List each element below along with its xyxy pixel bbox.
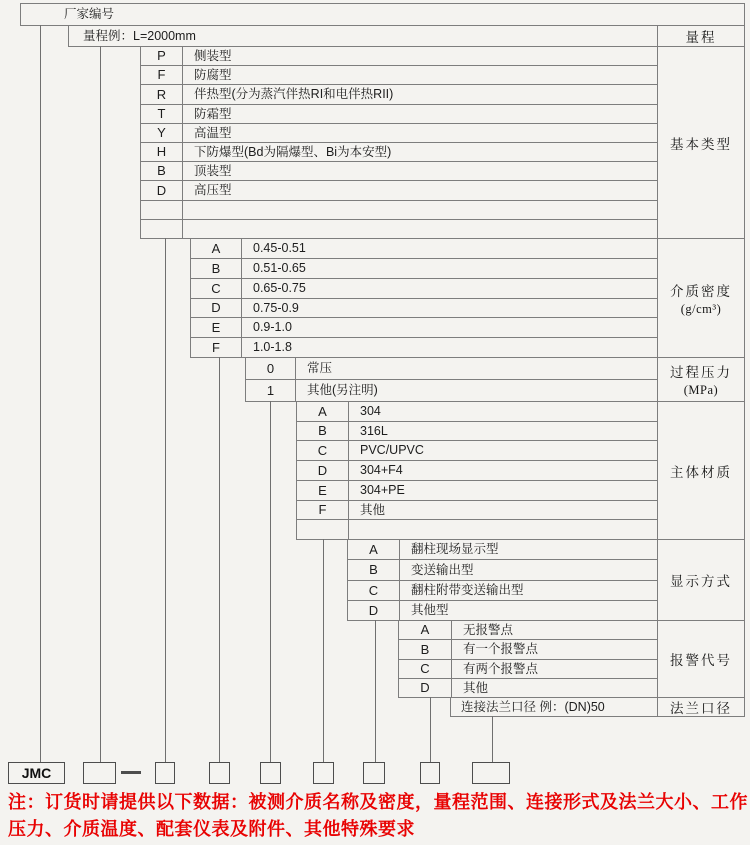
option-row (296, 500, 658, 520)
option-desc-cell: 顶装型 (194, 164, 232, 178)
option-desc-cell: 高压型 (194, 183, 232, 197)
category-label-line: (g/cm³) (680, 301, 722, 316)
option-code-cell: D (420, 680, 430, 695)
option-desc-cell: 高温型 (194, 126, 232, 140)
option-row (296, 440, 658, 461)
category-label-line: 介质密度 (670, 283, 732, 299)
option-row (140, 161, 658, 181)
category-label-display (657, 539, 745, 621)
option-row (140, 104, 658, 124)
option-code-cell: B (318, 423, 327, 438)
option-code-cell: F (212, 340, 220, 355)
code-divider (241, 259, 242, 278)
option-code-cell: A (369, 542, 378, 557)
code-divider (348, 520, 349, 539)
code-divider (348, 441, 349, 460)
option-desc-cell: 防霜型 (194, 107, 232, 121)
option-desc-cell: 防腐型 (194, 68, 232, 82)
option-code-cell: A (318, 404, 327, 419)
option-code-cell: F (157, 67, 166, 82)
option-code-cell: 1 (266, 383, 275, 398)
option-code-cell: 0 (266, 361, 275, 376)
connector-line (492, 716, 493, 763)
code-divider (182, 201, 183, 219)
option-code-cell (141, 201, 182, 219)
option-desc-cell: 无报警点 (463, 623, 514, 637)
code-divider (348, 461, 349, 480)
category-label-line: 量程 (685, 30, 717, 45)
code-divider (182, 181, 183, 200)
code-divider (399, 540, 400, 559)
option-row (296, 480, 658, 501)
code-divider (182, 47, 183, 65)
category-label-range (657, 25, 745, 47)
connector-line (323, 539, 324, 763)
option-code-cell: C (317, 443, 328, 458)
code-divider (451, 640, 452, 659)
option-desc-cell: 下防爆型(Bd为隔爆型、Bi为本安型) (194, 145, 392, 159)
option-code-cell: R (156, 87, 167, 102)
code-divider (241, 299, 242, 317)
model-prefix-box: JMC (8, 762, 65, 784)
connector-line (430, 697, 431, 763)
option-code-cell: F (318, 502, 327, 517)
code-divider (399, 581, 400, 600)
option-desc-cell: 翻柱附带变送输出型 (411, 583, 524, 597)
connector-line (270, 401, 271, 763)
option-code-cell: D (368, 603, 379, 618)
option-row (347, 580, 658, 601)
option-code-cell: D (156, 183, 167, 198)
option-row (398, 659, 658, 679)
code-divider (348, 422, 349, 440)
ordering-note: 注：订货时请提供以下数据：被测介质名称及密度，量程范围、连接形式及法兰大小、工作压力、介质温度、配套仪表及附件、其他特殊要求 (8, 792, 748, 839)
option-row (245, 379, 658, 402)
option-code-cell: A (211, 241, 221, 256)
option-row (296, 460, 658, 481)
category-label-line: 报警代号 (670, 653, 732, 668)
code-divider (182, 220, 183, 238)
option-row (296, 401, 658, 422)
option-row (190, 317, 658, 338)
category-label-basic_type (657, 46, 745, 239)
option-desc-cell: 侧装型 (194, 49, 232, 63)
option-row (398, 678, 658, 698)
option-row (140, 200, 658, 220)
connector-line (40, 25, 41, 763)
category-label-material (657, 401, 745, 540)
code-divider (241, 338, 242, 357)
category-label-density (657, 238, 745, 358)
code-divider (451, 660, 452, 678)
option-row (296, 421, 658, 441)
code-divider (182, 66, 183, 84)
category-label-line: 过程压力 (670, 365, 732, 380)
category-label-line: 主体材质 (670, 464, 732, 480)
code-divider (451, 679, 452, 697)
model-code-box (420, 762, 440, 784)
option-row (140, 46, 658, 66)
option-row (347, 600, 658, 621)
category-label-pressure (657, 357, 745, 402)
option-code-cell: B (157, 163, 166, 178)
option-row (190, 278, 658, 299)
option-code-cell (297, 520, 348, 539)
option-row (398, 620, 658, 640)
code-divider (182, 143, 183, 161)
option-desc-cell: 伴热型(分为蒸汽伴热RI和电伴热RII) (194, 87, 394, 101)
option-desc-cell: 翻柱现场显示型 (411, 542, 499, 556)
option-desc-cell: 0.9-1.0 (253, 320, 292, 334)
option-desc-cell: 0.45-0.51 (253, 241, 306, 255)
option-row (398, 639, 658, 660)
option-desc-cell: 0.75-0.9 (253, 301, 299, 315)
code-divider (182, 85, 183, 104)
code-divider (241, 318, 242, 337)
connector-line (219, 357, 220, 763)
option-code-cell: P (157, 48, 166, 63)
option-code-cell: B (211, 261, 221, 276)
option-desc-cell: 有一个报警点 (463, 642, 539, 656)
category-label-line: (MPa) (683, 383, 719, 397)
code-divider (182, 162, 183, 180)
option-row (190, 258, 658, 279)
option-code-cell: H (156, 144, 167, 159)
option-row (347, 539, 658, 560)
option-desc-cell: 有两个报警点 (463, 662, 539, 676)
option-row (140, 65, 658, 85)
code-divider (348, 402, 349, 421)
option-code-cell: B (420, 642, 430, 657)
category-label-alarm (657, 620, 745, 698)
option-row (140, 123, 658, 143)
option-row (296, 519, 658, 540)
code-divider (182, 105, 183, 123)
code-divider (241, 239, 242, 258)
category-label-line: 显示方式 (670, 574, 732, 589)
code-divider (451, 621, 452, 639)
option-row (190, 337, 658, 358)
connector-line (165, 238, 166, 763)
option-desc-cell: 304+F4 (360, 463, 403, 477)
range-example-row: 量程例：L=2000mm (68, 25, 745, 47)
option-code-cell: A (420, 622, 430, 637)
code-divider (241, 279, 242, 298)
option-code-cell: C (420, 661, 430, 676)
code-divider (348, 481, 349, 500)
code-divider (399, 601, 400, 620)
model-code-box (83, 762, 116, 784)
model-code-box (363, 762, 385, 784)
category-label-flange (657, 697, 745, 717)
code-divider (295, 358, 296, 379)
option-code-cell: D (317, 463, 328, 478)
option-desc-cell: 其他(另注明) (307, 383, 378, 397)
option-code-cell: T (157, 106, 166, 121)
option-code-cell: Y (157, 125, 166, 140)
option-desc-cell: 常压 (307, 361, 333, 375)
option-code-cell: C (368, 583, 379, 598)
option-row (140, 180, 658, 201)
option-desc-cell: PVC/UPVC (360, 443, 424, 457)
model-code-box (155, 762, 175, 784)
option-code-cell: C (211, 281, 221, 296)
manufacturer-number-row: 厂家编号 (20, 3, 745, 26)
category-label-line: 基本类型 (670, 136, 732, 152)
connector-line (100, 46, 101, 763)
option-row (245, 357, 658, 380)
option-row (140, 219, 658, 239)
option-desc-cell: 304 (360, 404, 381, 418)
option-desc-cell: 0.51-0.65 (253, 261, 306, 275)
option-row (140, 84, 658, 105)
option-desc-cell: 其他 (463, 681, 489, 695)
code-divider (182, 124, 183, 142)
model-code-dash (121, 771, 141, 774)
option-row (140, 142, 658, 162)
option-code-cell: B (369, 562, 378, 577)
option-desc-cell: 316L (360, 424, 388, 438)
option-row (347, 559, 658, 581)
model-code-box (209, 762, 230, 784)
option-code-cell (141, 220, 182, 238)
model-code-box (313, 762, 334, 784)
option-desc-cell: 其他型 (411, 603, 449, 617)
connector-line (375, 620, 376, 763)
code-divider (295, 380, 296, 401)
option-code-cell: E (211, 320, 221, 335)
option-row (190, 298, 658, 318)
option-desc-cell: 其他 (360, 503, 386, 517)
option-row (190, 238, 658, 259)
model-code-box (472, 762, 510, 784)
code-divider (399, 560, 400, 580)
category-label-line: 法兰口径 (670, 701, 732, 716)
option-code-cell: E (318, 483, 327, 498)
option-desc-cell: 1.0-1.8 (253, 340, 292, 354)
option-desc-cell: 304+PE (360, 483, 405, 497)
code-divider (348, 501, 349, 519)
option-desc-cell: 变送输出型 (411, 563, 474, 577)
flange-size-row: 连接法兰口径 例：(DN)50 (450, 697, 658, 717)
option-code-cell: D (211, 300, 221, 315)
option-desc-cell: 0.65-0.75 (253, 281, 306, 295)
model-code-box (260, 762, 281, 784)
